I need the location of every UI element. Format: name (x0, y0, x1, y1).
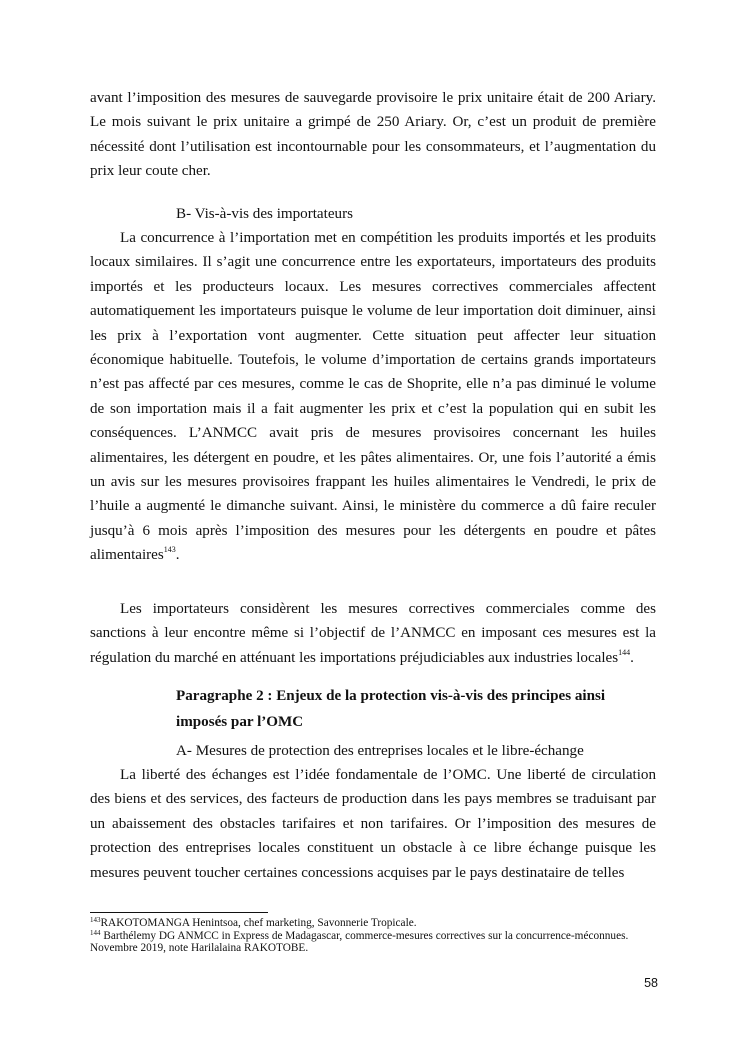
footnote-number: 144 (90, 928, 101, 937)
paragraph-text: avant l’imposition des mesures de sauvegarde provisoire le prix unitaire était de 200 Ariary. Le mois suivant le prix unitaire a grimpé de 250 Ariary. Or, c’est un produit de première nécessité dont l’utilisation est incontournable pour les consommateurs, et l’augmentation du prix leur coute cher. (90, 90, 656, 180)
footnote-text: RAKOTOMANGA Henintsoa, chef marketing, Savonnerie Tropicale. (100, 917, 417, 929)
paragraph-importers-text: La concurrence à l’importation met en compétition les produits importés et les produits locaux similaires. Il s’agit une concurrence entre les exportateurs, importateurs des produits importés et les producteurs locaux. Les mesures correctives commerciales affectent automatiquement les importateurs puisque le volume de leur importation doit diminuer, ainsi les prix à l’exportation vont augmenter. Cette situation peut affecter leur situation économique habituelle. Toutefois, le volume d’importation de certains grands importateurs n’est pas affecté par ces mesures, comme le cas de Shoprite, elle n’a pas diminué le volume de son importation mais il a fait augmenter les prix et c’est la population qui en subit les conséquences. L’ANMCC avait pris de mesures provisoires concernant les huiles alimentaires, les détergent en poudre, et les pâtes alimentaires. Or, une fois l’autorité a émis un avis sur les mesures provisoires frappant les huiles alimentaires le Vendredi, le prix de l’huile a augmenté le dimanche suivant. Ainsi, le ministère du commerce a dû faire reculer jusqu’à 6 mois après l’imposition des mesures pour les détergents en poudre et pâtes alimentaires$^{143}$. (90, 230, 656, 564)
footnote-ref-143[interactable]: 143 (163, 545, 176, 555)
footnote-number: 143 (90, 916, 101, 924)
paragraph-free-trade (90, 763, 656, 885)
paragraph-sanctions-text: Les importateurs considèrent les mesures correctives commerciales comme des sanctions à leur encontre même si l’objectif de l’ANMCC en imposant ces mesures est la régulation du marché en atténuant les importations préjudiciables aux industries locales$^{144}$. (90, 601, 656, 666)
footnote-text: Barthélemy DG ANMCC in Express de Madagascar, commerce-mesures correctives sur la concurrence-méconnues. Novembre 2019, note Harilalaina RAKOTOBE. (90, 929, 629, 955)
paragraph-text: Les importateurs considèrent les mesures correctives commerciales comme des sanctions à leur encontre même si l’objectif de l’ANMCC en imposant ces mesures est la régulation du marché en atténuant les importations préjudiciables aux industries locales (90, 601, 656, 666)
footnote-144 (90, 930, 670, 955)
footnote-ref-144[interactable]: 144 (618, 647, 631, 657)
paragraph-sanctions (90, 597, 656, 670)
page-number: 58 (644, 976, 658, 990)
paragraph-title: Paragraphe 2 : Enjeux de la protection vis-à-vis des principes ainsi imposés par l’OMC (176, 688, 606, 730)
footnote-separator (90, 912, 268, 913)
paragraph-text: La concurrence à l’importation met en compétition les produits importés et les produits locaux similaires. Il s’agit une concurrence entre les exportateurs, importateurs des produits importés et les producteurs locaux. Les mesures correctives commerciales affectent automatiquement les importateurs puisque le volume de leur importation doit diminuer, ainsi les prix à l’exportation vont augmenter. Cette situation peut affecter leur situation économique habituelle. Toutefois, le volume d’importation de certains grands importateurs n’est pas affecté par ces mesures, comme le cas de Shoprite, elle n’a pas diminué le volume de son importation mais il a fait augmenter les prix et c’est la population qui en subit les conséquences. L’ANMCC avait pris de mesures provisoires concernant les huiles alimentaires, les détergent en poudre, et les pâtes alimentaires. Or, une fois l’autorité a émis un avis sur les mesures provisoires frappant les huiles alimentaires le Vendredi, le prix de l’huile a augmenté le dimanche suivant. Ainsi, le ministère du commerce a dû faire reculer jusqu’à 6 mois après l’imposition des mesures pour les détergents en poudre et pâtes alimentaires (90, 230, 656, 564)
paragraph-importers (90, 226, 656, 568)
paragraph-price-increase (90, 86, 656, 184)
section-heading-importers: B- Vis-à-vis des importateurs (176, 206, 353, 222)
section-heading-protection: A- Mesures de protection des entreprises locales et le libre-échange (176, 743, 584, 759)
paragraph-text: La liberté des échanges est l’idée fondamentale de l’OMC. Une liberté de circulation des biens et des services, des facteurs de production dans les pays membres se traduisant par un abaissement des obstacles tarifaires et non tarifaires. Or l’imposition des mesures de protection des entreprises locales constituent un obstacle à ce libre échange puisque les mesures peuvent toucher certaines concessions acquises par le pays destinataire de telles (90, 767, 656, 881)
footnote-143 (90, 917, 670, 930)
footnotes (90, 917, 670, 955)
